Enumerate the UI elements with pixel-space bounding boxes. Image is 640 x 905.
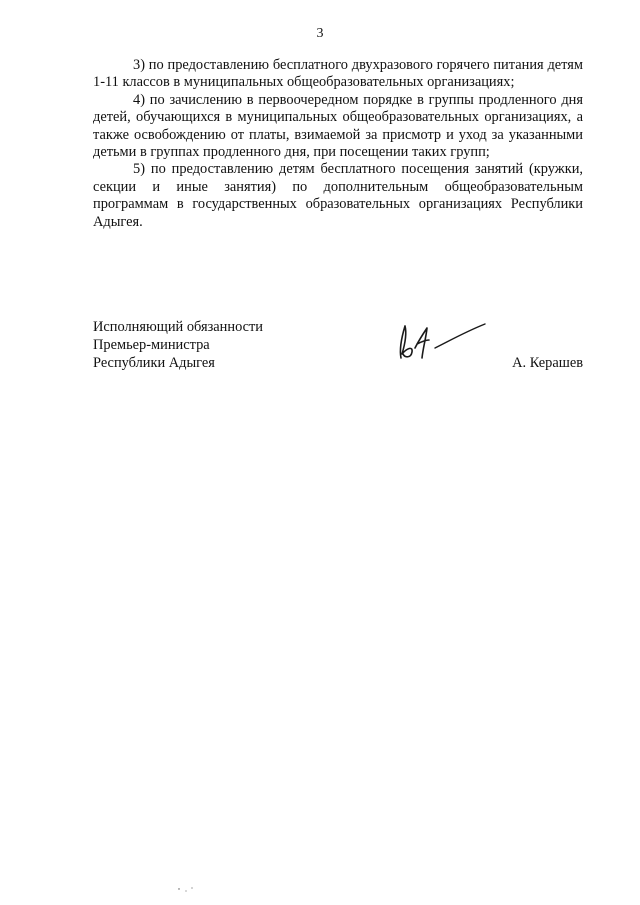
document-body bbox=[93, 57, 583, 231]
signer-title-line-1: Исполняющий обязанности bbox=[93, 319, 264, 335]
signer-title-line-3: Республики Адыгея bbox=[93, 355, 215, 371]
handwritten-signature bbox=[393, 318, 493, 362]
scan-artifact bbox=[176, 886, 196, 894]
paragraph-item-4: 4) по зачислению в первоочередном порядке в группы продленного дня детей, обучающихся в муниципальных общеобразовательных организациях, а также освобождению от платы, взимаемой за присмотр и уход за указанными детьми в группах продленного дня, при посещении таких групп; bbox=[93, 91, 583, 161]
paragraph-item-3: 3) по предоставлению бесплатного двухразового горячего питания детям 1-11 классов в муниципальных общеобразовательных организациях; bbox=[93, 57, 583, 91]
signer-title-line-2: Премьер-министра bbox=[93, 337, 210, 353]
signer-name: А. Керашев bbox=[512, 355, 583, 371]
signature-block bbox=[93, 318, 583, 378]
paragraph-item-5: 5) по предоставлению детям бесплатного посещения занятий (кружки, секции и иные занятия) по дополнительным общеобразовательным программам в государственных образовательных организациях Республики Адыгея. bbox=[93, 161, 583, 230]
page-number: 3 bbox=[316, 26, 324, 41]
